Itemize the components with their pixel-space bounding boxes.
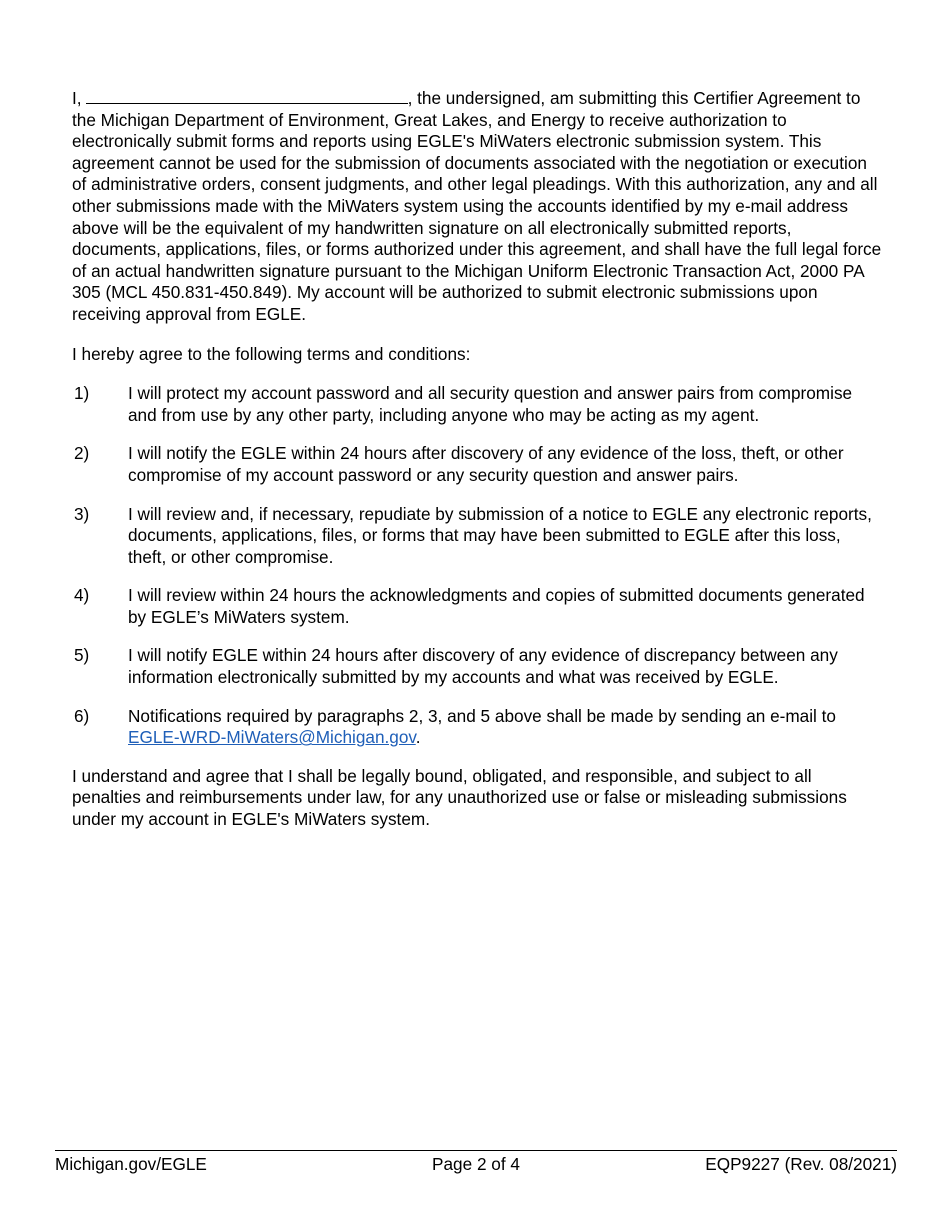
term-text-after-email: .: [415, 727, 421, 748]
terms-list: [72, 383, 882, 749]
page-footer: [55, 1150, 897, 1176]
term-item: [72, 645, 882, 688]
term-item: [72, 504, 882, 569]
term-number: 6): [74, 705, 90, 726]
email-link[interactable]: EGLE-WRD-MiWaters@Michigan.gov: [128, 727, 416, 748]
term-number: 1): [74, 383, 90, 404]
term-item: [72, 383, 882, 426]
intro-prefix: I,: [72, 88, 82, 108]
term-item: [72, 443, 882, 486]
term-number: 5): [74, 645, 90, 666]
intro-paragraph: [72, 87, 882, 326]
term-item: [72, 585, 882, 628]
term-number: 4): [74, 585, 90, 606]
term-text: I will review and, if necessary, repudiate by submission of a notice to EGLE any electronic reports, documents, applications, files, or forms that may have been submitted to EGLE after this loss, theft, or other compromise.: [128, 503, 872, 567]
term-text-before-email: Notifications required by paragraphs 2, 3, and 5 above shall be made by sending an e-mail to: [128, 705, 836, 726]
footer-form-number: EQP9227 (Rev. 08/2021): [705, 1154, 897, 1174]
intro-text: , the undersigned, am submitting this Certifier Agreement to the Michigan Department of Environment, Great Lakes, and Energy to receive authorization to electronically submit forms and reports using EGLE's MiWaters electronic submission system. This agreement cannot be used for the submission of documents associated with the negotiation or execution of administrative orders, consent judgments, and other legal pleadings. With this authorization, any and all other submissions made with the MiWaters system using the accounts identified by my e-mail address above will be the equivalent of my handwritten signature on all electronically submitted reports, documents, applications, files, or forms authorized under this agreement, and shall have the full legal force of an actual handwritten signature pursuant to the Michigan Uniform Electronic Transaction Act, 2000 PA 305 (MCL 450.831-450.849). My account will be authorized to submit electronic submissions upon receiving approval from EGLE.: [72, 88, 882, 324]
term-number: 2): [74, 443, 90, 464]
term-text: I will review within 24 hours the acknowledgments and copies of submitted documents generated by EGLE’s MiWaters system.: [128, 585, 865, 627]
term-text: I will notify EGLE within 24 hours after discovery of any evidence of discrepancy between any information electronically submitted by my accounts and what was received by EGLE.: [128, 645, 838, 688]
terms-lead-in: I hereby agree to the following terms and conditions:: [72, 343, 471, 364]
term-text: I will protect my account password and all security question and answer pairs from compromise and from use by any other party, including anyone who may be acting as my agent.: [128, 383, 853, 425]
term-text: [128, 706, 882, 749]
closing-paragraph: I understand and agree that I shall be legally bound, obligated, and responsible, and subject to all penalties and reimbursements under law, for any unauthorized use or false or misleading submissions under my account in EGLE's MiWaters system.: [72, 765, 847, 830]
footer-website: Michigan.gov/EGLE: [55, 1154, 207, 1174]
term-item: [72, 706, 882, 749]
term-text: I will notify the EGLE within 24 hours after discovery of any evidence of the loss, theft, or other compromise of my account password or any security question and answer pairs.: [128, 443, 844, 485]
signer-name-blank[interactable]: [86, 87, 408, 104]
footer-page-number: Page 2 of 4: [432, 1154, 520, 1174]
term-number: 3): [74, 503, 90, 524]
document-body: [72, 87, 882, 831]
